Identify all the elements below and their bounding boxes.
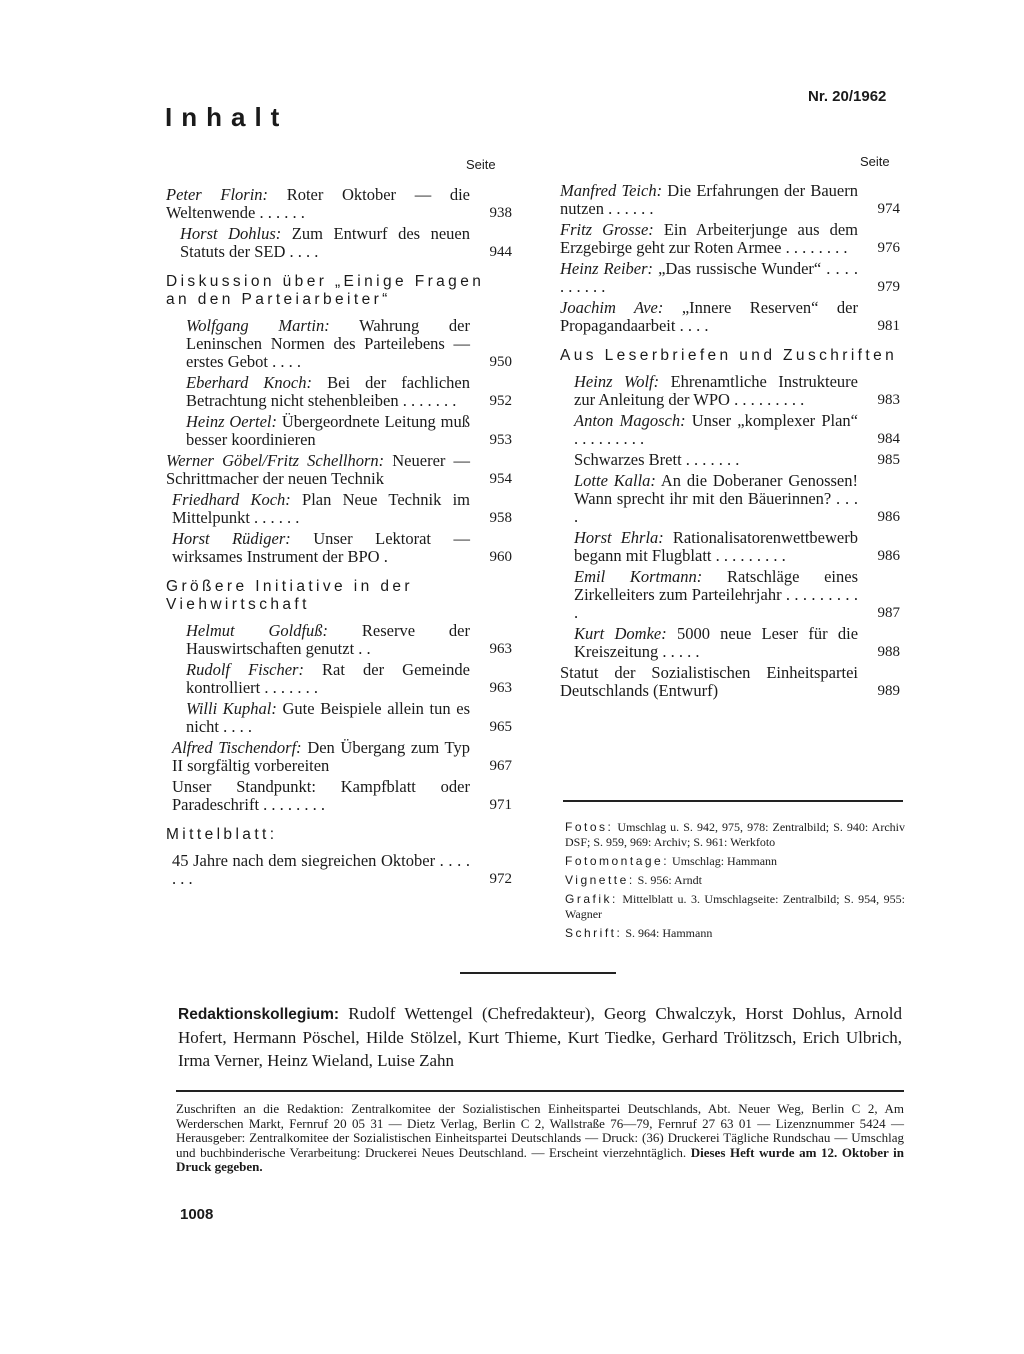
toc-entry-title	[574, 373, 858, 409]
toc-entry	[560, 299, 900, 335]
toc-entry-author: Emil Kortmann:	[574, 567, 703, 586]
toc-entry-page: 986	[877, 548, 900, 564]
toc-entry-author: Werner Göbel/Fritz Schellhorn:	[166, 451, 385, 470]
toc-entry-title	[172, 739, 470, 775]
toc-entry-author: Peter Florin:	[166, 185, 269, 204]
toc-entry-page: 989	[877, 683, 900, 699]
toc-entry-page: 987	[877, 605, 900, 621]
toc-entry	[166, 661, 512, 697]
toc-entry-author: Heinz Wolf:	[574, 372, 660, 391]
toc-entry-text: Rat der Gemeinde kontrolliert . . . . . . .	[186, 660, 470, 697]
toc-entry-author: Eberhard Knoch:	[186, 373, 313, 392]
toc-entry	[166, 374, 512, 410]
toc-entry-title	[560, 299, 858, 335]
page-number: 1008	[180, 1206, 214, 1223]
toc-entry-text: 5000 neue Leser für die Kreiszeitung . . . . .	[574, 624, 859, 661]
imprint	[176, 1102, 904, 1175]
credit-line	[565, 926, 905, 941]
section-heading: Diskussion über „Einige Fragen an den Parteiarbeiter“	[166, 273, 485, 308]
toc-entry-page: 976	[877, 240, 900, 256]
toc-entry	[560, 625, 900, 661]
credit-line	[565, 873, 905, 888]
toc-entry-text: Übergeordnete Leitung muß besser koordinieren	[186, 412, 470, 449]
toc-entry	[166, 530, 512, 566]
toc-entry	[560, 412, 900, 448]
toc-entry-title	[172, 778, 470, 814]
imprint-print-date: Dieses Heft wurde am 12. Oktober in Druck gegeben.	[176, 1144, 904, 1174]
toc-entry-title	[574, 472, 858, 526]
toc-entry-page: 971	[489, 797, 512, 813]
contents-left-column	[166, 186, 512, 891]
toc-entry-page: 953	[489, 432, 512, 448]
toc-entry-author: Joachim Ave:	[560, 298, 664, 317]
toc-entry-text: Statut der Sozialistischen Einheitspartei Deutschlands (Entwurf)	[560, 663, 858, 700]
toc-entry-text: Gute Beispiele allein tun es nicht . . . .	[186, 699, 470, 736]
toc-entry-title	[166, 186, 470, 222]
toc-entry-text: Unser Standpunkt: Kampfblatt oder Paradeschrift . . . . . . . .	[172, 777, 470, 814]
credit-text: S. 956: Arndt	[634, 873, 702, 887]
credit-label: Vignette:	[565, 873, 635, 887]
toc-entry-page: 972	[489, 871, 512, 887]
toc-entry-text: Neuerer — Schrittmacher der neuen Technik	[166, 451, 470, 488]
toc-entry-title	[560, 260, 858, 296]
toc-entry	[166, 852, 512, 888]
toc-entry	[560, 451, 900, 469]
toc-entry-author: Rudolf Fischer:	[186, 660, 304, 679]
toc-entry-page: 950	[489, 354, 512, 370]
toc-entry	[560, 568, 900, 622]
editorial-board-label: Redaktionskollegium:	[178, 1006, 340, 1023]
toc-entry-page: 984	[877, 431, 900, 447]
toc-entry-text: „Innere Reserven“ der Propagandaarbeit . . . .	[560, 298, 858, 335]
toc-entry-title	[574, 529, 858, 565]
credit-label: Grafik:	[565, 892, 618, 906]
toc-entry	[560, 529, 900, 565]
credit-text: Umschlag: Hammann	[669, 854, 778, 868]
credit-label: Fotos:	[565, 820, 614, 834]
page-column-label-right: Seite	[860, 154, 890, 169]
toc-entry-page: 988	[877, 644, 900, 660]
toc-entry-title	[186, 622, 470, 658]
toc-entry-author: Heinz Oertel:	[186, 412, 278, 431]
editorial-board-names: Rudolf Wettengel (Chefredakteur), Georg Chwalczyk, Horst Dohlus, Arnold Hofert, Hermann Pöschel, Hilde Stölzel, Kurt Thieme, Kurt Tiedke, Gerhard Trölitzsch, Erich Ulbrich, Irma Verner, Heinz Wieland, Luise Zahn	[178, 1004, 902, 1070]
credit-label: Schrift:	[565, 926, 623, 940]
toc-entry-page: 985	[877, 452, 900, 468]
toc-entry-title	[574, 625, 858, 661]
toc-entry-author: Horst Rüdiger:	[172, 529, 291, 548]
toc-entry-author: Helmut Goldfuß:	[186, 621, 329, 640]
toc-entry-title	[574, 412, 858, 448]
toc-entry-author: Manfred Teich:	[560, 181, 663, 200]
toc-entry-title	[186, 661, 470, 697]
toc-entry	[166, 739, 512, 775]
section-heading: Größere Initiative in der Viehwirtschaft	[166, 578, 413, 613]
toc-entry	[560, 221, 900, 257]
toc-entry-page: 965	[489, 719, 512, 735]
editorial-board	[178, 1002, 902, 1072]
toc-entry-page: 963	[489, 680, 512, 696]
imprint-text: Zuschriften an die Redaktion: Zentralkomitee der Sozialistischen Einheitspartei Deutschlands, Abt. Neuer Weg, Berlin C 2, Am Werderschen Markt, Fernruf 20 05 31 — Dietz Verlag, Berlin C 2, Wallstraße 76—79, Fernruf 27 63 01 — Lizenznummer 5424 — Herausgeber: Zentralkomitee der Sozialistischen Einheitspartei Deutschlands — Druck: (36) Druckerei Tägliche Rundschau — Umschlag und buchbinderische Verarbeitung: Druckerei Neues Deutschland. — Erscheint vierzehntäglich.	[176, 1101, 904, 1160]
toc-entry-title	[172, 491, 470, 527]
toc-entry-title	[186, 317, 470, 371]
toc-entry	[166, 317, 512, 371]
toc-entry-page: 963	[489, 641, 512, 657]
toc-entry-page: 967	[489, 758, 512, 774]
toc-entry-text: Roter Oktober — die Weltenwende . . . . . .	[166, 185, 470, 222]
credit-line	[565, 854, 905, 869]
credit-text: S. 964: Hammann	[622, 926, 713, 940]
credit-label: Fotomontage:	[565, 854, 670, 868]
toc-entry-author: Willi Kuphal:	[186, 699, 277, 718]
toc-entry-text: Den Übergang zum Typ II sorgfältig vorbereiten	[172, 738, 470, 775]
toc-entry-title	[172, 852, 470, 888]
toc-entry-page: 960	[489, 549, 512, 565]
toc-entry-page: 944	[489, 244, 512, 260]
toc-entry-page: 986	[877, 509, 900, 525]
photo-credits	[565, 820, 905, 945]
toc-entry	[166, 700, 512, 736]
toc-entry-text: Reserve der Hauswirtschaften genutzt . .	[186, 621, 470, 658]
toc-entry	[166, 186, 512, 222]
toc-entry-title	[186, 700, 470, 736]
page-column-label-left: Seite	[466, 157, 496, 172]
toc-entry-author: Horst Ehrla:	[574, 528, 664, 547]
toc-entry	[166, 778, 512, 814]
toc-entry-text: Rationalisatorenwettbewerb begann mit Flugblatt . . . . . . . . .	[574, 528, 858, 565]
toc-entry-author: Friedhard Koch:	[172, 490, 291, 509]
toc-entry	[166, 413, 512, 449]
credit-line	[565, 892, 905, 922]
contents-right-column	[560, 182, 900, 703]
toc-entry-text: Unser „komplexer Plan“ . . . . . . . . .	[574, 411, 858, 448]
issue-number: Nr. 20/1962	[808, 88, 887, 105]
toc-entry	[166, 491, 512, 527]
toc-entry-page: 958	[489, 510, 512, 526]
imprint-divider	[176, 1090, 904, 1092]
toc-entry-title	[166, 452, 470, 488]
toc-entry-page: 954	[489, 471, 512, 487]
toc-entry-author: Lotte Kalla:	[574, 471, 656, 490]
toc-entry-author: Alfred Tischendorf:	[172, 738, 302, 757]
toc-entry-text: Ratschläge eines Zirkelleiters zum Parteilehrjahr . . . . . . . . . .	[574, 567, 858, 622]
toc-entry-text: Unser Lektorat — wirksames Instrument der BPO .	[172, 529, 470, 566]
section-heading: Mittelblatt:	[166, 826, 278, 843]
toc-entry-author: Kurt Domke:	[574, 624, 667, 643]
toc-entry-title	[186, 374, 470, 410]
section-heading: Aus Leserbriefen und Zuschriften	[560, 347, 898, 364]
toc-entry-title	[560, 664, 858, 700]
toc-entry	[560, 472, 900, 526]
toc-entry-author: Wolfgang Martin:	[186, 316, 330, 335]
credit-line	[565, 820, 905, 850]
toc-entry-title	[560, 182, 858, 218]
credits-divider	[563, 800, 903, 802]
toc-entry-page: 983	[877, 392, 900, 408]
toc-entry-author: Horst Dohlus:	[180, 224, 282, 243]
toc-entry-author: Anton Magosch:	[574, 411, 686, 430]
toc-entry-text: Schwarzes Brett . . . . . . .	[574, 450, 740, 469]
toc-entry	[560, 664, 900, 700]
toc-entry-page: 952	[489, 393, 512, 409]
toc-entry-page: 981	[877, 318, 900, 334]
toc-entry-author: Fritz Grosse:	[560, 220, 654, 239]
toc-entry-text: Plan Neue Technik im Mittelpunkt . . . . . .	[172, 490, 470, 527]
toc-entry	[560, 182, 900, 218]
toc-entry	[560, 260, 900, 296]
toc-entry-text: Wahrung der Leninschen Normen des Parteilebens — erstes Gebot . . . .	[186, 316, 470, 371]
toc-entry-title	[574, 568, 858, 622]
toc-entry-text: 45 Jahre nach dem siegreichen Oktober . . . . . . .	[172, 851, 470, 888]
toc-entry-page: 979	[877, 279, 900, 295]
toc-entry	[560, 373, 900, 409]
toc-entry-page: 938	[489, 205, 512, 221]
toc-entry-title	[172, 530, 470, 566]
toc-entry-title	[560, 221, 858, 257]
toc-entry-title	[186, 413, 470, 449]
credit-text: Umschlag u. S. 942, 975, 978: Zentralbild; S. 940: Archiv DSF; S. 959, 969: Archiv; S. 961: Werkfoto	[565, 820, 905, 849]
toc-entry-text: Zum Entwurf des neuen Statuts der SED . . . .	[180, 224, 470, 261]
toc-entry-title	[180, 225, 470, 261]
toc-entry-text: Ehrenamtliche Instrukteure zur Anleitung der WPO . . . . . . . . .	[574, 372, 858, 409]
section-divider	[460, 972, 616, 974]
toc-entry	[166, 225, 512, 261]
toc-entry-text: „Das russische Wunder“ . . . . . . . . . .	[560, 259, 858, 296]
toc-entry-text: An die Doberaner Genossen! Wann sprecht ihr mit den Bäuerinnen? . . . .	[574, 471, 858, 526]
toc-entry	[166, 622, 512, 658]
toc-entry-text: Die Erfahrungen der Bauern nutzen . . . . . .	[560, 181, 858, 218]
credit-text: Mittelblatt u. 3. Umschlagseite: Zentralbild; S. 954, 955: Wagner	[565, 892, 905, 921]
toc-entry-page: 974	[877, 201, 900, 217]
toc-entry	[166, 452, 512, 488]
toc-entry-text: Bei der fachlichen Betrachtung nicht stehenbleiben . . . . . . .	[186, 373, 470, 410]
toc-entry-title	[574, 451, 858, 469]
page-title: Inhalt	[165, 102, 289, 132]
toc-entry-text: Ein Arbeiterjunge aus dem Erzgebirge geht zur Roten Armee . . . . . . . .	[560, 220, 858, 257]
toc-entry-author: Heinz Reiber:	[560, 259, 654, 278]
